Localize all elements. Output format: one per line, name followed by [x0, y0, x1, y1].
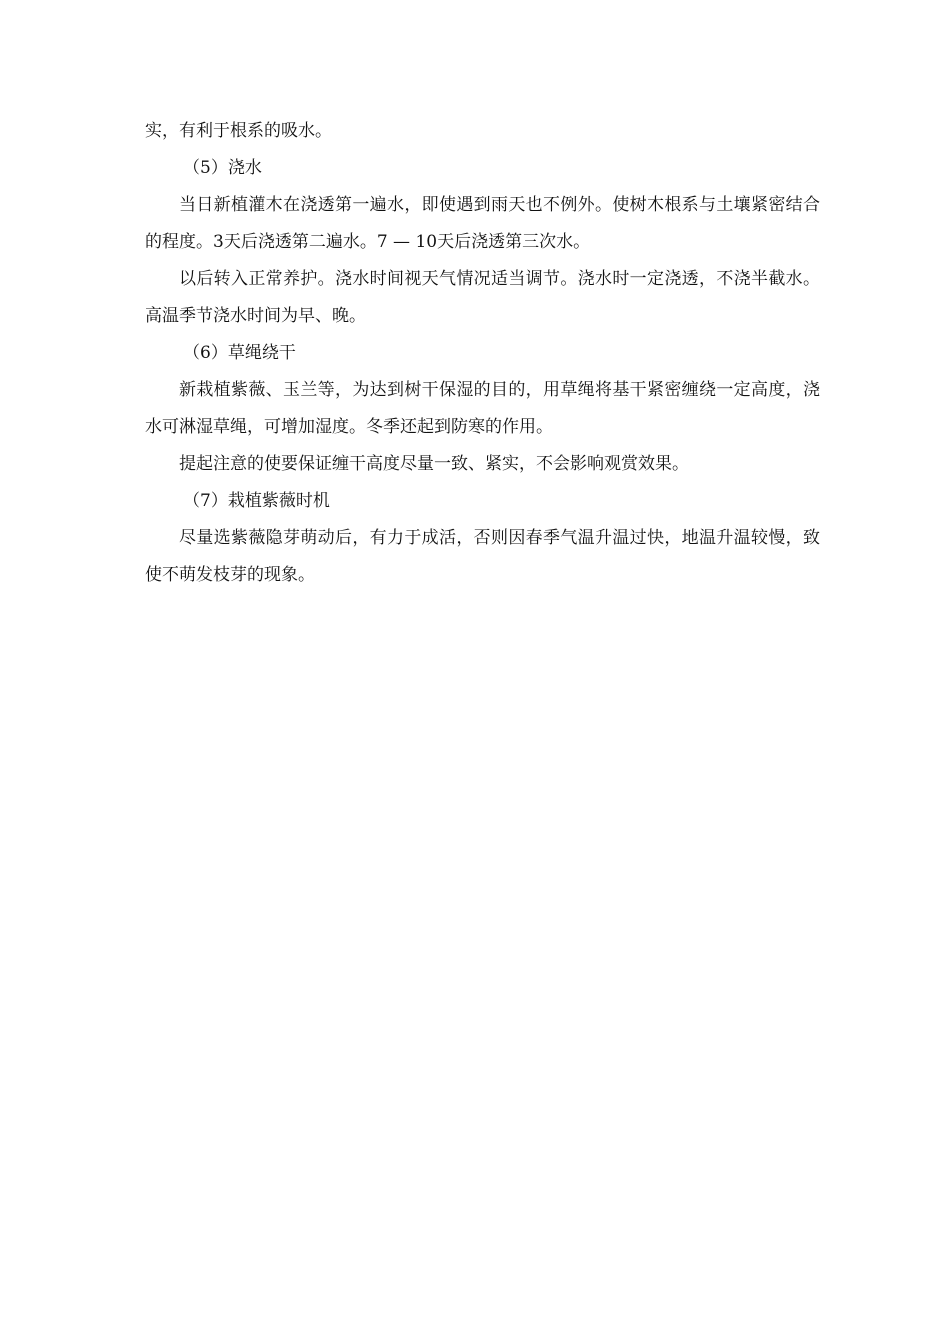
document-body: [145, 113, 820, 594]
paragraph-straw-rope-note: 提起注意的使要保证缠干高度尽量一致、紧实，不会影响观赏效果。: [179, 454, 689, 474]
section-heading-straw-rope: （6）草绳绕干: [183, 343, 296, 363]
paragraph-watering-schedule: 当日新植灌木在浇透第一遍水，即使遇到雨天也不例外。使树木根系与土壤紧密结合的程度。3天后浇透第二遍水。7 — 10天后浇透第三次水。: [145, 195, 820, 252]
paragraph-straw-rope-method: 新栽植紫薇、玉兰等，为达到树干保湿的目的，用草绳将基干紧密缠绕一定高度，浇水可淋湿草绳，可增加湿度。冬季还起到防寒的作用。: [145, 380, 820, 437]
paragraph-routine-care: 以后转入正常养护。浇水时间视天气情况适当调节。浇水时一定浇透，不浇半截水。高温季节浇水时间为早、晚。: [145, 269, 820, 326]
section-heading-watering: （5）浇水: [183, 158, 262, 178]
section-heading-planting-timing: （7）栽植紫薇时机: [183, 491, 330, 511]
paragraph-continuation: 实，有利于根系的吸水。: [145, 121, 332, 141]
paragraph-planting-timing: 尽量选紫薇隐芽萌动后，有力于成活，否则因春季气温升温过快，地温升温较慢，致使不萌发枝芽的现象。: [145, 528, 820, 585]
